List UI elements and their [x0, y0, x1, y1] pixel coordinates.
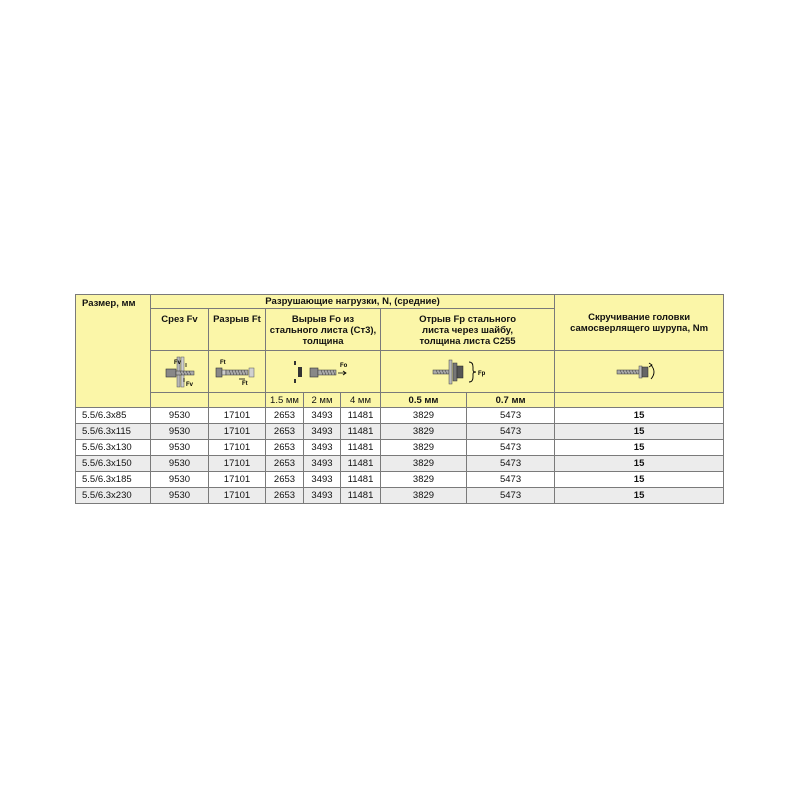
cell-p3: 11481: [341, 408, 381, 424]
table-row: [76, 424, 724, 440]
cell-p1: 2653: [266, 424, 304, 440]
cell-d2: 5473: [467, 472, 555, 488]
cell-d1: 3829: [381, 488, 467, 504]
table-body: [76, 408, 724, 504]
cell-p1: 2653: [266, 440, 304, 456]
cell-p1: 2653: [266, 488, 304, 504]
table-row: [76, 456, 724, 472]
cell-tear: 17101: [209, 472, 266, 488]
pullout-unit-4: 4 мм: [341, 393, 381, 408]
shear-column-header: Срез Fv: [151, 309, 209, 351]
cell-shear: 9530: [151, 472, 209, 488]
cell-p1: 2653: [266, 472, 304, 488]
cell-d2: 5473: [467, 440, 555, 456]
cell-d2: 5473: [467, 456, 555, 472]
cell-p2: 3493: [304, 408, 341, 424]
cell-twist: 15: [555, 456, 724, 472]
cell-p2: 3493: [304, 440, 341, 456]
pullout-column-header: Вырыв Fo из стального листа (Ст3), толщина: [266, 309, 381, 351]
cell-size: 5.5/6.3х230: [76, 488, 151, 504]
cell-d2: 5473: [467, 424, 555, 440]
svg-text:Fo: Fo: [340, 362, 348, 369]
cell-d2: 5473: [467, 488, 555, 504]
detach-diagram-cell: [381, 351, 555, 393]
tension-force-diagram-icon: [212, 353, 262, 391]
cell-p3: 11481: [341, 424, 381, 440]
cell-size: 5.5/6.3х85: [76, 408, 151, 424]
cell-p1: 2653: [266, 408, 304, 424]
cell-p2: 3493: [304, 472, 341, 488]
svg-text:Fv: Fv: [185, 381, 193, 388]
cell-p3: 11481: [341, 440, 381, 456]
load-spec-table: [75, 294, 724, 504]
cell-size: 5.5/6.3х115: [76, 424, 151, 440]
cell-size: 5.5/6.3х150: [76, 456, 151, 472]
cell-d1: 3829: [381, 408, 467, 424]
tear-unit-cell: [209, 393, 266, 408]
cell-shear: 9530: [151, 488, 209, 504]
cell-shear: 9530: [151, 456, 209, 472]
table-row: [76, 488, 724, 504]
loads-group-header: Разрушающие нагрузки, N, (средние): [151, 295, 555, 309]
cell-shear: 9530: [151, 424, 209, 440]
size-column-header: Размер, мм: [76, 295, 151, 408]
torque-diagram-icon: [609, 353, 669, 391]
cell-tear: 17101: [209, 488, 266, 504]
cell-shear: 9530: [151, 408, 209, 424]
cell-d2: 5473: [467, 408, 555, 424]
cell-tear: 17101: [209, 456, 266, 472]
cell-p3: 11481: [341, 472, 381, 488]
svg-text:Ft: Ft: [242, 380, 248, 387]
svg-text:Ft: Ft: [220, 359, 226, 366]
shear-unit-cell: [151, 393, 209, 408]
cell-p2: 3493: [304, 488, 341, 504]
tear-column-header: Разрыв Ft: [209, 309, 266, 351]
tear-diagram-cell: [209, 351, 266, 393]
cell-tear: 17101: [209, 440, 266, 456]
cell-twist: 15: [555, 472, 724, 488]
cell-p1: 2653: [266, 456, 304, 472]
cell-twist: 15: [555, 408, 724, 424]
cell-d1: 3829: [381, 440, 467, 456]
pullout-unit-1-5: 1.5 мм: [266, 393, 304, 408]
pullout-force-diagram-icon: [288, 353, 358, 391]
cell-p3: 11481: [341, 456, 381, 472]
cell-d1: 3829: [381, 456, 467, 472]
cell-p3: 11481: [341, 488, 381, 504]
cell-twist: 15: [555, 440, 724, 456]
table-row: [76, 440, 724, 456]
pullout-unit-2: 2 мм: [304, 393, 341, 408]
shear-force-diagram-icon: [160, 353, 200, 391]
cell-tear: 17101: [209, 424, 266, 440]
table-row: [76, 408, 724, 424]
detach-unit-0-5: 0.5 мм: [381, 393, 467, 408]
cell-d1: 3829: [381, 472, 467, 488]
table-row: [76, 472, 724, 488]
cell-twist: 15: [555, 488, 724, 504]
twist-diagram-cell: [555, 351, 724, 393]
cell-size: 5.5/6.3х130: [76, 440, 151, 456]
svg-text:Fv: Fv: [173, 359, 181, 366]
cell-size: 5.5/6.3х185: [76, 472, 151, 488]
cell-tear: 17101: [209, 408, 266, 424]
pullthrough-force-diagram-icon: [423, 353, 513, 391]
svg-text:Fp: Fp: [477, 370, 485, 377]
twist-column-header: Скручивание головки самосверлящего шурупа, Nm: [555, 295, 724, 351]
cell-d1: 3829: [381, 424, 467, 440]
pullout-diagram-cell: [266, 351, 381, 393]
cell-shear: 9530: [151, 440, 209, 456]
detach-unit-0-7: 0.7 мм: [467, 393, 555, 408]
cell-twist: 15: [555, 424, 724, 440]
cell-p2: 3493: [304, 424, 341, 440]
cell-p2: 3493: [304, 456, 341, 472]
detach-column-header: Отрыв Fp стального листа через шайбу, толщина листа С255: [381, 309, 555, 351]
twist-unit-cell: [555, 393, 724, 408]
shear-diagram-cell: [151, 351, 209, 393]
